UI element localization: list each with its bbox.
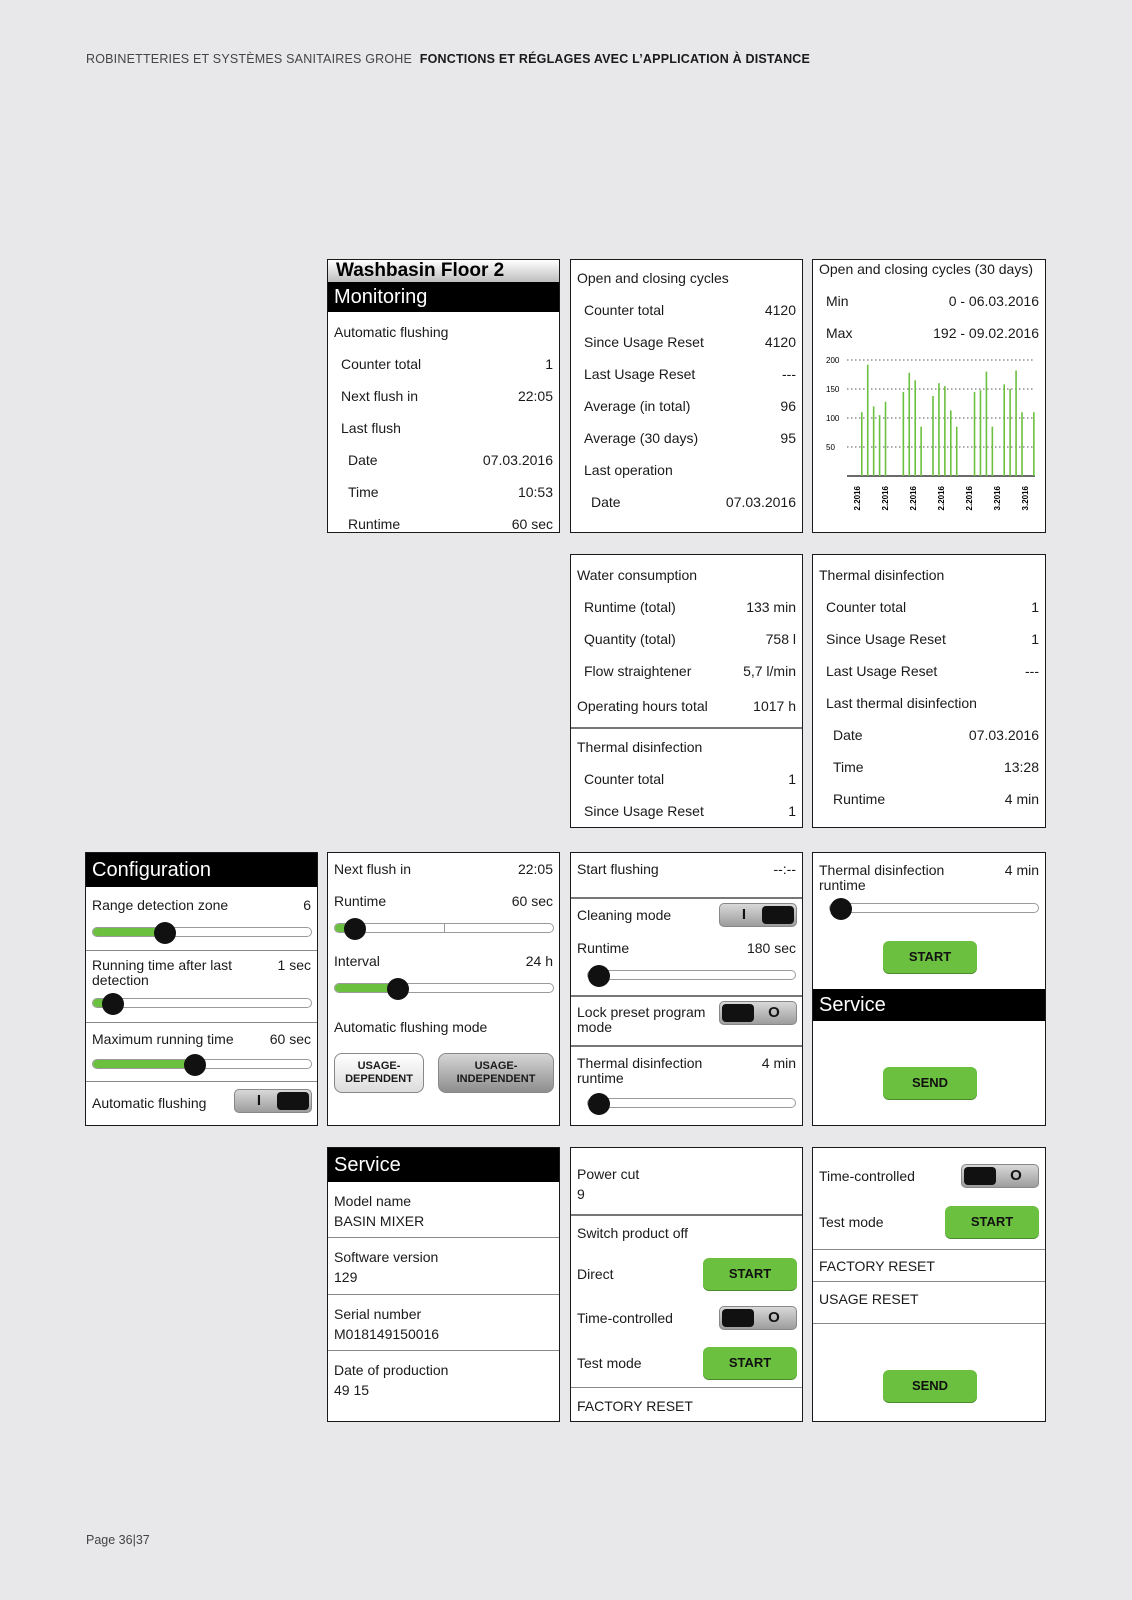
slider-knob[interactable] <box>830 898 852 920</box>
counter-total-row: Counter total 1 <box>341 356 553 372</box>
auto-flushing-heading: Automatic flushing <box>334 324 449 340</box>
chart-bar <box>974 392 976 476</box>
auto-flushing-toggle[interactable]: I <box>234 1089 312 1113</box>
thermal-runtime-row: Thermal disinfection runtime 4 min <box>577 1055 796 1086</box>
service-title: Service <box>813 989 1045 1021</box>
switch-off-heading: Switch product off <box>577 1225 689 1241</box>
direct-start-button[interactable]: START <box>703 1258 797 1290</box>
water-title: Water consumption <box>577 567 698 583</box>
chart-bar <box>956 427 958 476</box>
thermal-runtime-row: Thermal disinfection runtime 4 min <box>819 862 1039 893</box>
thermal-panel <box>812 554 1046 828</box>
flush-settings-panel <box>327 852 560 1126</box>
thermal-start-button[interactable]: START <box>883 941 977 973</box>
y-tick-label: 200 <box>826 356 840 365</box>
cycles-avg-total-row: Average (in total) 96 <box>584 398 796 414</box>
test-mode-start-button[interactable]: START <box>703 1347 797 1379</box>
chart-bar <box>914 380 916 476</box>
chart-bar <box>1003 384 1005 476</box>
slider-knob[interactable] <box>184 1054 206 1076</box>
flushing-mode-label: Automatic flushing mode <box>334 1019 488 1035</box>
slider-knob[interactable] <box>344 918 366 940</box>
test-mode-start-button[interactable]: START <box>945 1206 1039 1238</box>
monitoring-panel <box>327 259 560 533</box>
y-tick-label: 100 <box>826 414 840 423</box>
time-controlled-row: Time-controlled <box>577 1310 673 1326</box>
thermal-runtime-slider[interactable] <box>829 903 1039 913</box>
test-mode-row: Test mode <box>577 1355 642 1371</box>
cycles-since-reset-row: Since Usage Reset 4120 <box>584 334 796 350</box>
cycles-panel <box>570 259 803 533</box>
runtime-row: Runtime 180 sec <box>577 940 796 956</box>
divider <box>813 1323 1045 1324</box>
monitoring-title: Monitoring <box>328 282 559 312</box>
x-tick-label: 2.2016 <box>853 486 862 511</box>
test-mode-row: Test mode <box>819 1214 884 1230</box>
divider <box>571 727 802 729</box>
runtime-slider[interactable] <box>334 923 554 933</box>
thermal-start-panel <box>812 852 1046 1126</box>
power-panel <box>570 1147 803 1422</box>
chart-bar <box>986 372 988 476</box>
thermal-title: Thermal disinfection <box>819 567 945 583</box>
slider-knob[interactable] <box>102 993 124 1015</box>
cleaning-mode-toggle[interactable]: I <box>719 903 797 927</box>
x-tick-label: 2.2016 <box>909 486 918 511</box>
direct-row: Direct <box>577 1266 614 1282</box>
cycles-bar-chart <box>813 352 1045 532</box>
divider <box>571 1387 802 1388</box>
x-tick-label: 3.2016 <box>993 486 1002 511</box>
water-quantity-row: Quantity (total) 758 l <box>584 631 796 647</box>
interval-row: Interval 24 h <box>334 953 553 969</box>
divider <box>328 1350 559 1351</box>
water-runtime-row: Runtime (total) 133 min <box>584 599 796 615</box>
runtime-slider[interactable] <box>587 970 796 980</box>
usage-independent-button[interactable]: USAGE- INDEPENDENT <box>438 1053 554 1093</box>
slider-midmark <box>444 924 445 932</box>
divider <box>86 1081 317 1082</box>
cycles-title: Open and closing cycles <box>577 270 729 286</box>
divider <box>328 1294 559 1295</box>
next-flush-row: Next flush in 22:05 <box>334 861 553 877</box>
model-name-block: Model name BASIN MIXER <box>334 1193 425 1229</box>
time-controlled-row: Time-controlled <box>819 1168 915 1184</box>
chart-bar <box>944 386 946 476</box>
water-thermal-heading: Thermal disinfection <box>577 739 703 755</box>
thermal-runtime-row: Runtime 4 min <box>833 791 1039 807</box>
divider <box>328 1237 559 1238</box>
chart-bar <box>885 402 887 476</box>
configuration-title: Configuration <box>86 853 317 887</box>
date-row: Date 07.03.2016 <box>348 452 553 468</box>
time-controlled-toggle[interactable]: O <box>719 1306 797 1330</box>
cycles-last-reset-row: Last Usage Reset --- <box>584 366 796 382</box>
resets-panel <box>812 1147 1046 1422</box>
chart-bar <box>1033 412 1035 476</box>
page-header <box>86 52 810 66</box>
running-time-slider[interactable] <box>92 998 312 1008</box>
chart-bar <box>908 373 910 476</box>
chart-bar <box>873 406 875 476</box>
last-flush-heading: Last flush <box>341 420 401 436</box>
x-tick-label: 2.2016 <box>881 486 890 511</box>
water-thermal-counter-row: Counter total 1 <box>584 771 796 787</box>
chart-bar <box>1021 412 1023 476</box>
device-title: Washbasin Floor 2 <box>328 260 559 282</box>
service-info-title: Service <box>328 1148 559 1182</box>
x-tick-label: 3.2016 <box>1021 486 1030 511</box>
water-thermal-since-row: Since Usage Reset 1 <box>584 803 796 819</box>
toggle-thumb <box>964 1167 996 1185</box>
lock-preset-row: Lock preset program mode <box>577 1004 706 1035</box>
chart-bar <box>938 383 940 476</box>
thermal-time-row: Time 13:28 <box>833 759 1039 775</box>
cycles30-panel <box>812 259 1046 533</box>
software-version-block: Software version 129 <box>334 1249 439 1285</box>
interval-slider[interactable] <box>334 983 554 993</box>
y-tick-label: 150 <box>826 385 840 394</box>
max-running-row: Maximum running time 60 sec <box>92 1031 311 1047</box>
toggle-thumb <box>277 1092 309 1110</box>
slider-knob[interactable] <box>154 922 176 944</box>
power-cut-block: Power cut 9 <box>577 1166 640 1202</box>
serial-number-block: Serial number M018149150016 <box>334 1306 440 1342</box>
chart-bar <box>1015 370 1017 476</box>
chart-bar <box>903 392 905 476</box>
y-tick-label: 50 <box>826 443 835 452</box>
thermal-last-reset-row: Last Usage Reset --- <box>826 663 1039 679</box>
chart-bar <box>992 427 994 476</box>
divider <box>86 950 317 951</box>
auto-flushing-row: Automatic flushing <box>92 1095 207 1111</box>
x-tick-label: 2.2016 <box>937 486 946 511</box>
chart-bar <box>920 427 922 476</box>
chart-bar <box>950 410 952 476</box>
runtime-row: Runtime 60 sec <box>348 516 553 532</box>
range-zone-slider[interactable] <box>92 927 312 937</box>
lock-preset-toggle[interactable]: O <box>719 1001 797 1025</box>
chart-bar <box>980 390 982 476</box>
divider <box>571 1045 802 1047</box>
thermal-counter-row: Counter total 1 <box>826 599 1039 615</box>
page-number: Page 36|37 <box>86 1533 150 1547</box>
divider <box>813 1281 1045 1282</box>
thermal-last-td-heading: Last thermal disinfection <box>826 695 977 711</box>
thermal-date-row: Date 07.03.2016 <box>833 727 1039 743</box>
cleaning-mode-row: Cleaning mode <box>577 907 672 923</box>
runtime-row: Runtime 60 sec <box>334 893 553 909</box>
thermal-runtime-slider[interactable] <box>587 1098 796 1108</box>
service-send-button[interactable]: SEND <box>883 1067 977 1099</box>
water-flow-row: Flow straightener 5,7 l/min <box>584 663 796 679</box>
chart-bar <box>879 415 881 476</box>
chart-bar <box>1009 389 1011 476</box>
cycles-avg-30-row: Average (30 days) 95 <box>584 430 796 446</box>
cycles30-title: Open and closing cycles (30 days) <box>819 261 1033 277</box>
water-hours-row: Operating hours total 1017 h <box>577 698 796 714</box>
start-flushing-row: Start flushing --:-- <box>577 861 796 877</box>
toggle-thumb <box>722 1004 754 1022</box>
slider-knob[interactable] <box>588 965 610 987</box>
slider-fill <box>93 1060 195 1068</box>
configuration-panel <box>85 852 318 1126</box>
cycles-date-row: Date 07.03.2016 <box>591 494 796 510</box>
chart-bar <box>932 396 934 476</box>
service-info-panel <box>327 1147 560 1422</box>
cycles-last-op-heading: Last operation <box>584 462 673 478</box>
running-time-row: Running time after last detection 1 sec <box>92 957 311 988</box>
divider <box>571 995 802 997</box>
time-row: Time 10:53 <box>348 484 553 500</box>
toggle-thumb <box>762 906 794 924</box>
slider-knob[interactable] <box>588 1093 610 1115</box>
water-panel <box>570 554 803 828</box>
range-zone-row: Range detection zone 6 <box>92 897 311 913</box>
chart-bar <box>867 365 869 476</box>
divider <box>571 1214 802 1216</box>
resets-send-button[interactable]: SEND <box>883 1370 977 1402</box>
brand-text: ROBINETTERIES ET SYSTÈMES SANITAIRES GROHE <box>86 52 413 66</box>
section-title: FONCTIONS ET RÉGLAGES AVEC L’APPLICATION À DISTANCE <box>419 52 811 66</box>
max-running-slider[interactable] <box>92 1059 312 1069</box>
toggle-thumb <box>722 1309 754 1327</box>
thermal-since-row: Since Usage Reset 1 <box>826 631 1039 647</box>
usage-dependent-button[interactable]: USAGE- DEPENDENT <box>334 1053 424 1093</box>
cycles-counter-row: Counter total 4120 <box>584 302 796 318</box>
x-tick-label: 2.2016 <box>965 486 974 511</box>
factory-reset-link[interactable]: FACTORY RESET <box>577 1398 693 1414</box>
cycles30-min-row: Min 0 - 06.03.2016 <box>826 293 1039 309</box>
production-date-block: Date of production 49 15 <box>334 1362 449 1398</box>
slider-knob[interactable] <box>387 978 409 1000</box>
usage-reset-link[interactable]: USAGE RESET <box>819 1291 919 1307</box>
cycles30-max-row: Max 192 - 09.02.2016 <box>826 325 1039 341</box>
next-flush-row: Next flush in 22:05 <box>341 388 553 404</box>
flush-ops-panel <box>570 852 803 1126</box>
time-controlled-toggle[interactable]: O <box>961 1164 1039 1188</box>
factory-reset-link[interactable]: FACTORY RESET <box>819 1258 935 1274</box>
chart-bar <box>861 412 863 476</box>
